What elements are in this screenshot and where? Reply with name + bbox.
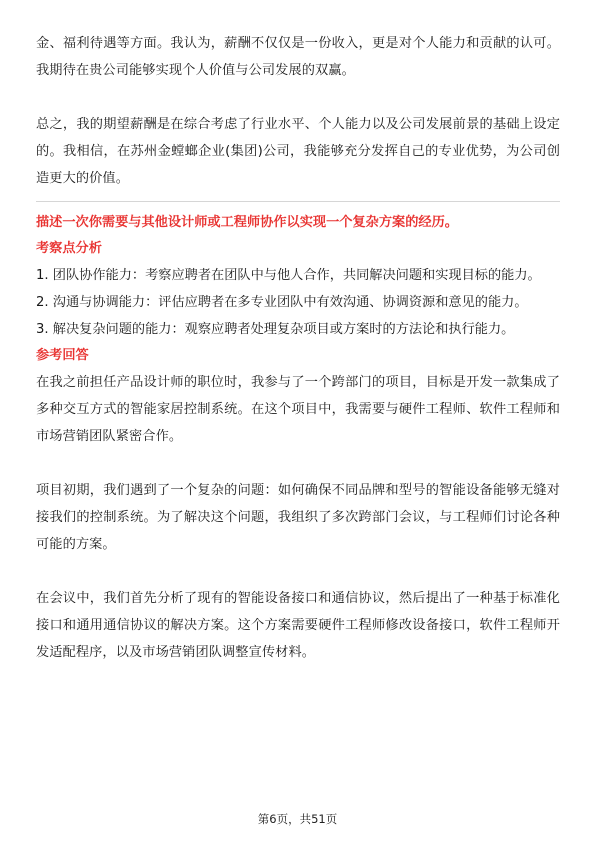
paragraph-spacer bbox=[36, 558, 560, 585]
paragraph-spacer bbox=[36, 84, 560, 111]
answer-paragraph-3: 在会议中，我们首先分析了现有的智能设备接口和通信协议，然后提出了一种基于标准化接口和通用通信协议的解决方案。这个方案需要硬件工程师修改设备接口，软件工程师开发适配程序，以及市场营销团队调整宣传材料。 bbox=[36, 591, 560, 660]
analysis-item-2: 2. 沟通与协调能力：评估应聘者在多专业团队中有效沟通、协调资源和意见的能力。 bbox=[36, 295, 528, 310]
page-content bbox=[36, 30, 560, 666]
page-number-footer: 第6页，共51页 bbox=[257, 812, 338, 826]
intro-paragraph-1: 金、福利待遇等方面。我认为，薪酬不仅仅是一份收入，更是对个人能力和贡献的认可。我期待在贵公司能够实现个人价值与公司发展的双赢。 bbox=[36, 36, 560, 78]
analysis-item-1: 1. 团队协作能力：考察应聘者在团队中与他人合作，共同解决问题和实现目标的能力。 bbox=[36, 268, 541, 283]
answer-paragraph-2: 项目初期，我们遇到了一个复杂的问题：如何确保不同品牌和型号的智能设备能够无缝对接我们的控制系统。为了解决这个问题，我组织了多次跨部门会议，与工程师们讨论各种可能的方案。 bbox=[36, 483, 560, 552]
section-divider bbox=[36, 201, 560, 202]
analysis-item-3: 3. 解决复杂问题的能力：观察应聘者处理复杂项目或方案时的方法论和执行能力。 bbox=[36, 322, 515, 337]
answer-paragraph-1: 在我之前担任产品设计师的职位时，我参与了一个跨部门的项目，目标是开发一款集成了多种交互方式的智能家居控制系统。在这个项目中，我需要与硬件工程师、软件工程师和市场营销团队紧密合作。 bbox=[36, 375, 560, 444]
paragraph-spacer bbox=[36, 450, 560, 477]
answer-title: 参考回答 bbox=[36, 348, 89, 363]
interview-question: 描述一次你需要与其他设计师或工程师协作以实现一个复杂方案的经历。 bbox=[36, 215, 458, 230]
analysis-title: 考察点分析 bbox=[36, 241, 102, 256]
intro-paragraph-2: 总之，我的期望薪酬是在综合考虑了行业水平、个人能力以及公司发展前景的基础上设定的。我相信，在苏州金螳螂企业(集团)公司，我能够充分发挥自己的专业优势，为公司创造更大的价值。 bbox=[36, 117, 560, 186]
